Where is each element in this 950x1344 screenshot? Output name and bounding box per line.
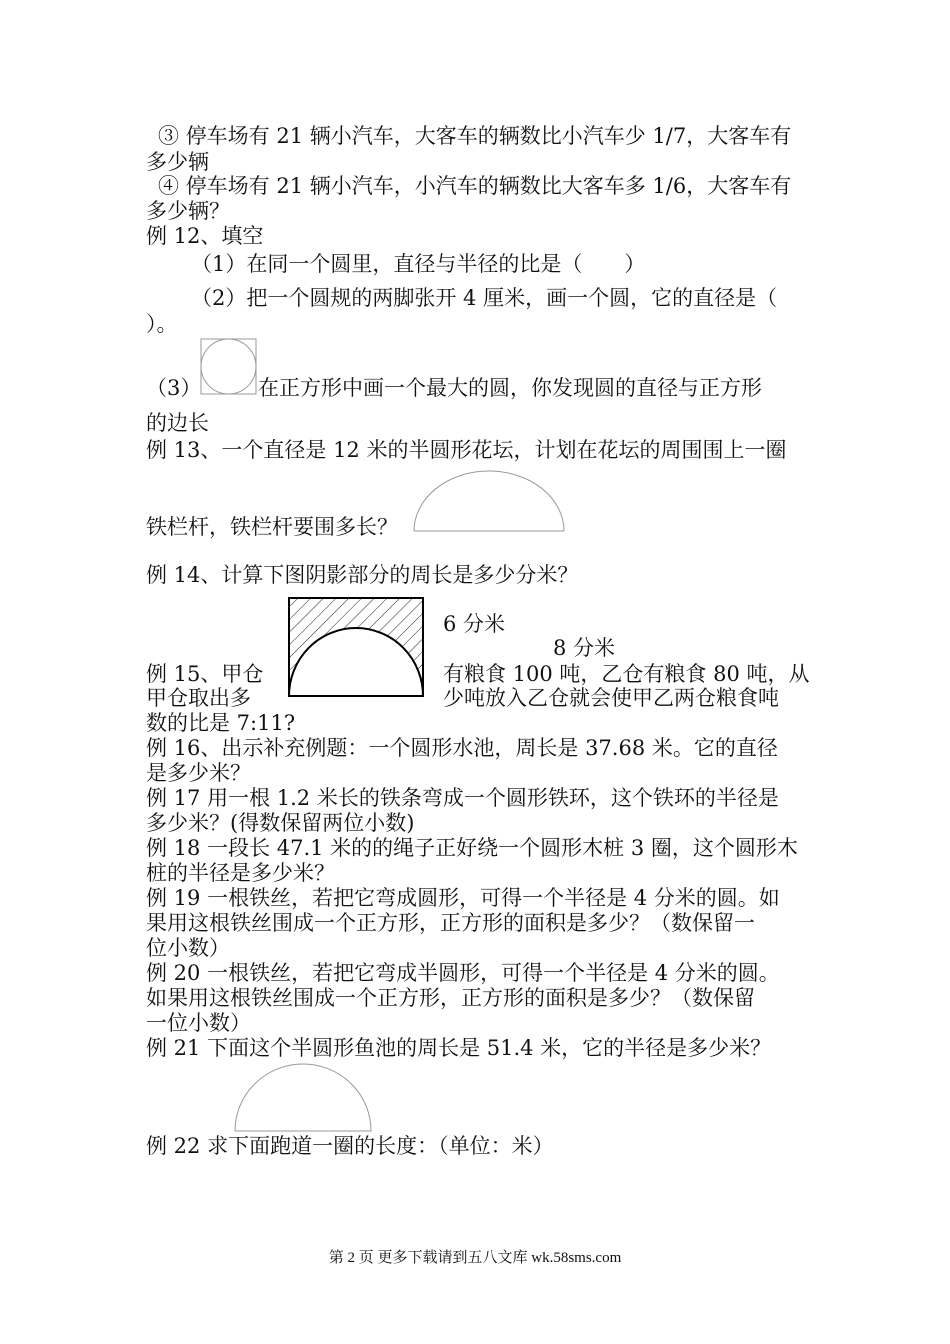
example-16-line-1: 例 16、出示补充例题：一个圆形水池，周长是 37.68 米。它的直径 [146, 736, 778, 760]
example-12-q3-label: （3） [146, 376, 202, 400]
page-footer: 第 2 页 更多下载请到五八文库 wk.58sms.com [328, 1250, 622, 1266]
example-19-line-3: 位小数） [146, 936, 230, 960]
example-20-line-2: 如果用这根铁丝围成一个正方形，正方形的面积是多少？（数保留 [146, 986, 755, 1010]
example-12-q1: （1）在同一个圆里，直径与半径的比是（ ） [191, 252, 646, 276]
example-19-line-1: 例 19 一根铁丝，若把它弯成圆形，可得一个半径是 4 分米的圆。如 [146, 886, 780, 910]
example-12-q2-end: ）。 [146, 312, 178, 336]
problem-3-line-1: ③ 停车场有 21 辆小汽车，大客车的辆数比小汽车少 1/7，大客车有 [158, 124, 792, 148]
example-17-line-2: 多少米？(得数保留两位小数) [146, 811, 415, 835]
example-15-line-3: 数的比是 7:11? [146, 711, 296, 735]
width-label: 8 分米 [553, 636, 616, 660]
example-15-line-2a: 甲仓取出多 [146, 686, 251, 710]
example-21-line-1: 例 21 下面这个半圆形鱼池的周长是 51.4 米，它的半径是多少米？ [146, 1036, 772, 1060]
example-13-line-2: 铁栏杆，铁栏杆要围多长？ [146, 515, 398, 539]
problem-3-line-2: 多少辆 [146, 150, 209, 174]
example-16-line-2: 是多少米？ [146, 761, 251, 785]
shaded-region-figure [287, 596, 427, 700]
example-22-line-1: 例 22 求下面跑道一圈的长度：（单位：米） [146, 1134, 554, 1158]
problem-4-line-1: ④ 停车场有 21 辆小汽车，小汽车的辆数比大客车多 1/6，大客车有 [158, 174, 792, 198]
semicircle-fishpond-figure [234, 1063, 372, 1133]
flowerbed-arc [414, 471, 564, 531]
example-15-line-2b: 少吨放入乙仓就会使甲乙两仓粮食吨 [443, 686, 779, 710]
problem-4-line-2: 多少辆？ [146, 199, 230, 223]
example-20-line-1: 例 20 一根铁丝，若把它弯成半圆形，可得一个半径是 4 分米的圆。 [146, 961, 780, 985]
height-label: 6 分米 [443, 612, 506, 636]
example-18-line-2: 桩的半径是多少米？ [146, 861, 335, 885]
example-12-q3-text: 在正方形中画一个最大的圆，你发现圆的直径与正方形 [258, 376, 762, 400]
example-17-line-1: 例 17 用一根 1.2 米长的铁条弯成一个圆形铁环，这个铁环的半径是 [146, 786, 779, 810]
example-18-line-1: 例 18 一段长 47.1 米的的绳子正好绕一个圆形木桩 3 圈，这个圆形木 [146, 836, 798, 860]
example-14-title: 例 14、计算下图阴影部分的周长是多少分米？ [146, 563, 579, 587]
example-13-line-1: 例 13、一个直径是 12 米的半圆形花坛，计划在花坛的周围围上一圈 [146, 438, 787, 462]
example-12-title: 例 12、填空 [146, 224, 264, 248]
example-20-line-3: 一位小数） [146, 1011, 251, 1035]
square-with-inscribed-circle-figure [200, 338, 258, 396]
semicircle-flowerbed-figure [413, 470, 565, 532]
example-19-line-2: 果用这根铁丝围成一个正方形，正方形的面积是多少？（数保留一 [146, 911, 755, 935]
inscribed-circle [201, 339, 256, 394]
example-12-q2: （2）把一个圆规的两脚张开 4 厘米，画一个圆，它的直径是（ [191, 286, 778, 310]
example-15-line-1b: 有粮食 100 吨，乙仓有粮食 80 吨，从 [443, 662, 810, 686]
fishpond-arc [235, 1064, 371, 1131]
example-15-line-1a: 例 15、甲仓 [146, 662, 264, 686]
example-12-q3-end: 的边长 [146, 411, 209, 435]
